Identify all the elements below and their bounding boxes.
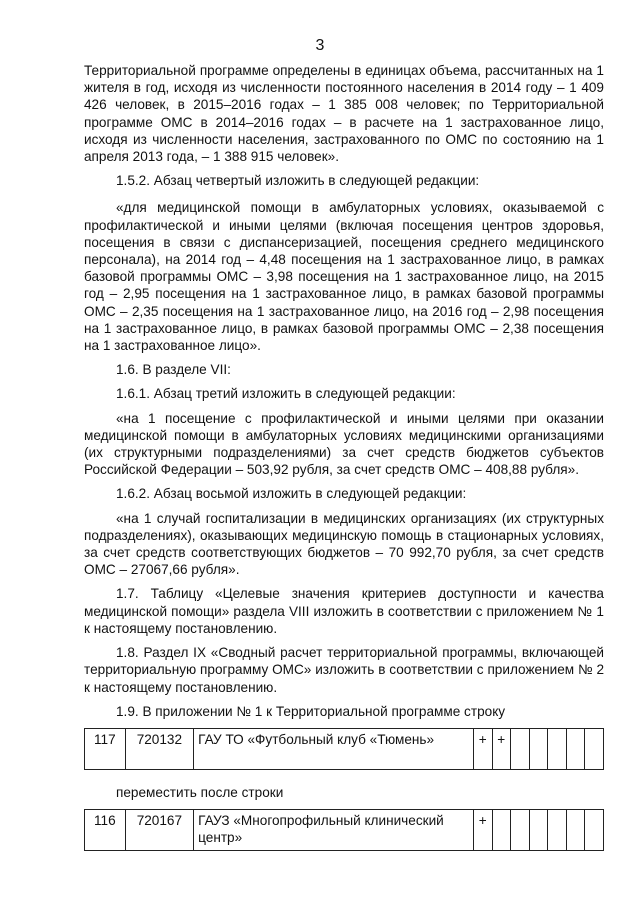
row-mark-cell bbox=[566, 728, 585, 769]
row-mark-cell: + bbox=[473, 810, 492, 851]
table-row-117 bbox=[84, 728, 604, 770]
row-mark-cell: + bbox=[473, 728, 492, 769]
row-mark-cell: + bbox=[492, 728, 511, 769]
row-mark-cell bbox=[585, 810, 604, 851]
paragraph-1-6-1: 1.6.1. Абзац третий изложить в следующей редакции: bbox=[116, 386, 456, 402]
move-after-label: переместить после строки bbox=[116, 784, 284, 800]
row-mark-cell bbox=[511, 810, 530, 851]
row-organization-name: ГАУЗ «Многопрофильный клинический центр» bbox=[194, 810, 474, 851]
paragraph-1-5-2: 1.5.2. Абзац четвертый изложить в следующей редакции: bbox=[116, 173, 480, 189]
paragraph-1-8: 1.8. Раздел IX «Сводный расчет территориальной программы, включающей территориальную программу ОМС» изложить в соответствии с приложением № 2 к настоящему постановлению. bbox=[84, 645, 604, 695]
paragraph-1-9: 1.9. В приложении № 1 к Территориальной программе строку bbox=[116, 703, 506, 719]
row-organization-name: ГАУ ТО «Футбольный клуб «Тюмень» bbox=[194, 728, 474, 769]
paragraph-quote-visit: «на 1 посещение с профилактической и иными целями при оказании медицинской помощи в амбулаторных условиях медицинскими организациями (их структурными подразделениями) за счет средств бюджетов субъектов Российской Федерации – 503,92 рубля, за счет средств ОМС – 408,88 рубля». bbox=[84, 410, 604, 478]
paragraph-1-6-2: 1.6.2. Абзац восьмой изложить в следующей редакции: bbox=[116, 486, 467, 502]
row-mark-cell bbox=[585, 728, 604, 769]
document-body bbox=[84, 62, 604, 851]
row-mark-cell bbox=[566, 810, 585, 851]
row-number: 116 bbox=[85, 810, 126, 851]
paragraph-continuation: Территориальной программе определены в единицах объема, рассчитанных на 1 жителя в год, исходя из численности постоянного населения в 2014 году – 1 409 426 человек, в 2015–2016 годах – 1 385 008 человек; по Территориальной программе ОМС в 2014–2016 годах – в расчете на 1 застрахованное лицо, исходя из численности населения, застрахованного по ОМС по состоянию на 1 апреля 2013 года, – 1 388 915 человек». bbox=[84, 63, 604, 165]
page-number: 3 bbox=[315, 37, 325, 54]
row-code: 720167 bbox=[125, 810, 194, 851]
row-number: 117 bbox=[85, 728, 126, 769]
table-row bbox=[85, 728, 604, 769]
row-code: 720132 bbox=[125, 728, 194, 769]
row-mark-cell bbox=[511, 728, 530, 769]
paragraph-quote-hospitalization: «на 1 случай госпитализации в медицинских организациях (их структурных подразделениях), оказывающих медицинскую помощь в стационарных условиях, за счет средств соответствующих бюджетов – 70 992,70 рубля, за счет средств ОМС – 27067,66 рубля». bbox=[84, 510, 604, 578]
row-mark-cell bbox=[529, 728, 548, 769]
row-mark-cell bbox=[492, 810, 511, 851]
paragraph-1-7: 1.7. Таблицу «Целевые значения критериев доступности и качества медицинской помощи» раздела VIII изложить в соответствии с приложением № 1 к настоящему постановлению. bbox=[84, 586, 604, 636]
row-mark-cell bbox=[548, 728, 567, 769]
row-mark-cell bbox=[529, 810, 548, 851]
paragraph-1-6: 1.6. В разделе VII: bbox=[116, 362, 231, 378]
table-row bbox=[85, 810, 604, 851]
table-row-116 bbox=[84, 809, 604, 851]
paragraph-quote-ambulatory: «для медицинской помощи в амбулаторных условиях, оказываемой с профилактической и иными целями (включая посещения центров здоровья, посещения в связи с диспансеризацией, посещения среднего медицинского персонала), на 2014 год – 4,48 посещения на 1 застрахованное лицо, в рамках базовой программы ОМС – 3,98 посещения на 1 застрахованное лицо, на 2015 год – 2,95 посещения на 1 застрахованное лицо, в рамках базовой программы ОМС – 2,35 посещения на 1 застрахованное лицо, на 2016 год – 2,98 посещения на 1 застрахованное лицо, в рамках базовой программы ОМС – 2,38 посещения на 1 застрахованное лицо». bbox=[84, 200, 604, 354]
row-mark-cell bbox=[548, 810, 567, 851]
